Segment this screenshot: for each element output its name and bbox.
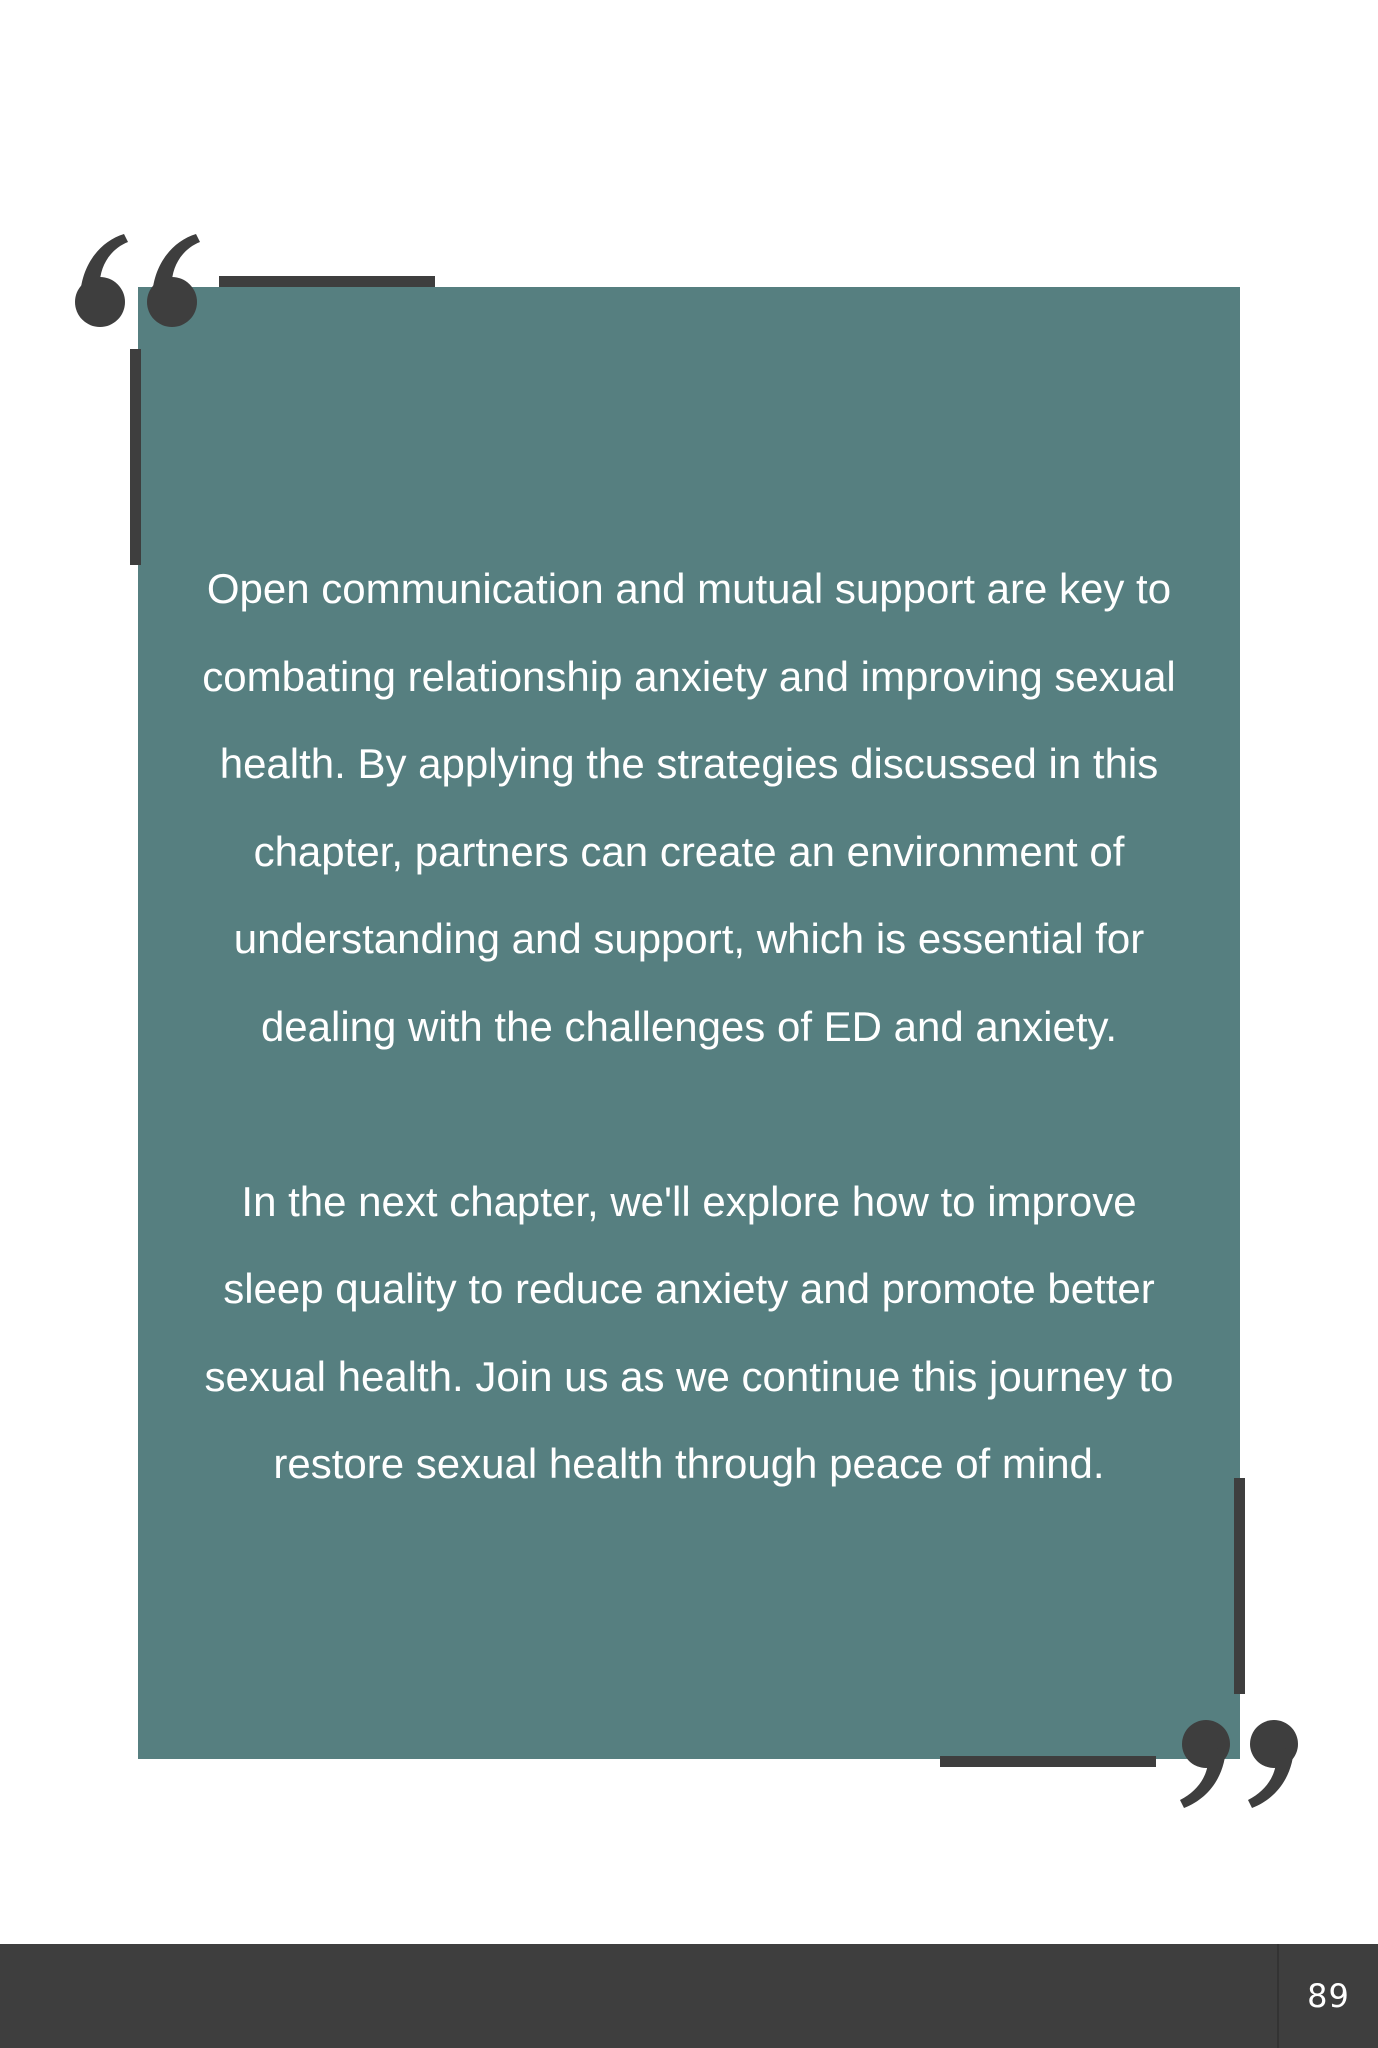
closing-quotation-mark-icon [1178,1720,1303,1808]
page-number: 89 [1307,1977,1350,2015]
quote-paragraph-2-line: restore sexual health through peace of mind. [273,1440,1105,1487]
right-accent-bar [1234,1478,1245,1694]
bottom-accent-bar [940,1756,1156,1767]
quote-paragraph-2-line: sexual health. Join us as we continue this journey to [204,1352,1174,1400]
quote-paragraph-1-line: health. By applying the strategies discussed in this [219,740,1159,787]
paragraph-spacer [160,1070,1218,1158]
quote-paragraph-2-line: In the next chapter, we'll explore how to improve [241,1177,1137,1225]
quote-paragraph-1-line: Open communication and mutual support are key to [206,565,1172,612]
quote-paragraph-2-line: sleep quality to reduce anxiety and promote better [223,1265,1155,1312]
left-accent-bar [130,349,141,565]
quote-paragraph-1-line: dealing with the challenges of ED and anxiety. [260,1002,1118,1050]
quote-paragraph-1-line: chapter, partners can create an environment of [253,827,1125,875]
page-footer [0,1944,1378,2048]
quote-paragraph-1-line: combating relationship anxiety and improving sexual [202,652,1176,700]
quote-text [160,545,1218,1508]
top-accent-bar [219,276,435,287]
quote-paragraph-1-line: understanding and support, which is essential for [233,915,1145,962]
opening-quotation-mark-icon [72,234,204,330]
